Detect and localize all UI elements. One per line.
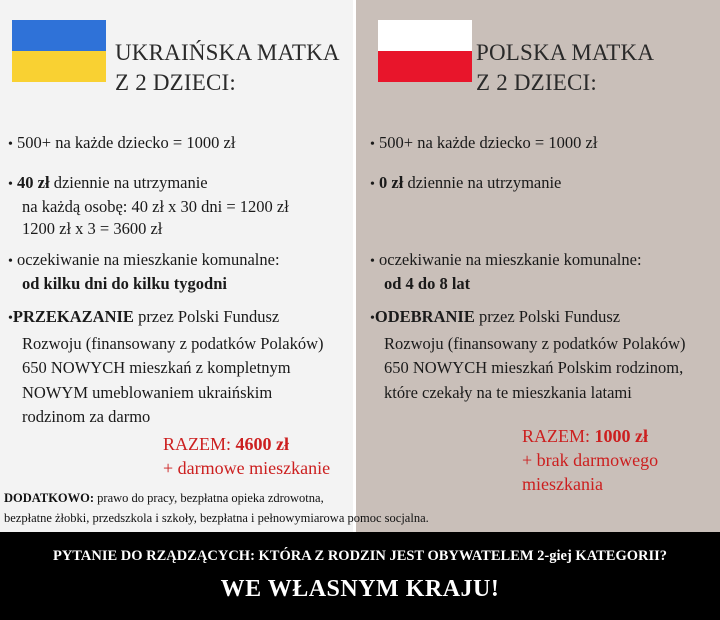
left-item-transfer: •PRZEKAZANIE przez Polski Fundusz Rozwoju (finansowany z podatków Polaków) 650 NOWYCH mieszkań z kompletnym NOWYM umeblowaniem ukraińskim rodzinom za darmo [8,307,324,426]
ukraine-flag-icon [12,20,106,82]
left-item-benefit: • 500+ na każde dziecko = 1000 zł [8,133,236,152]
ukrainian-mother-title: UKRAIŃSKA MATKA Z 2 DZIECI: [115,40,340,95]
right-total: RAZEM: 1000 zł + brak darmowego mieszkania [522,426,659,494]
right-item-removal: •ODEBRANIE przez Polski Fundusz Rozwoju (finansowany z podatków Polaków) 650 NOWYCH mieszkań Polskim rodzinom, które czekały na te mieszkania latami [370,307,686,402]
poland-flag-icon [378,20,472,82]
panel-divider [353,0,356,532]
right-item-housing-wait: • oczekiwanie na mieszkanie komunalne: od 4 do 8 lat [370,250,642,293]
polish-mother-title: POLSKA MATKA Z 2 DZIECI: [476,40,655,95]
left-total: RAZEM: 4600 zł + darmowe mieszkanie [163,434,331,478]
left-item-housing-wait: • oczekiwanie na mieszkanie komunalne: od kilku dni do kilku tygodni [8,250,280,293]
right-item-daily: • 0 zł dziennie na utrzymanie [370,173,562,192]
footer-question: PYTANIE DO RZĄDZĄCYCH: KTÓRA Z RODZIN JEST OBYWATELEM 2-giej KATEGORII? [52,548,668,564]
footer-slogan: WE WŁASNYM KRAJU! [220,576,500,602]
right-item-benefit: • 500+ na każde dziecko = 1000 zł [370,133,598,152]
left-item-daily: • 40 zł dziennie na utrzymanie na każdą osobę: 40 zł x 30 dni = 1200 zł 1200 zł x 3 = 3600 zł [8,173,289,238]
additional-benefits-note: DODATKOWO: prawo do pracy, bezpłatna opieka zdrowotna, bezpłatne żłobki, przedszkola i szkoły, bezpłatna i pełnowymiarowa pomoc socjalna. [4,491,429,525]
